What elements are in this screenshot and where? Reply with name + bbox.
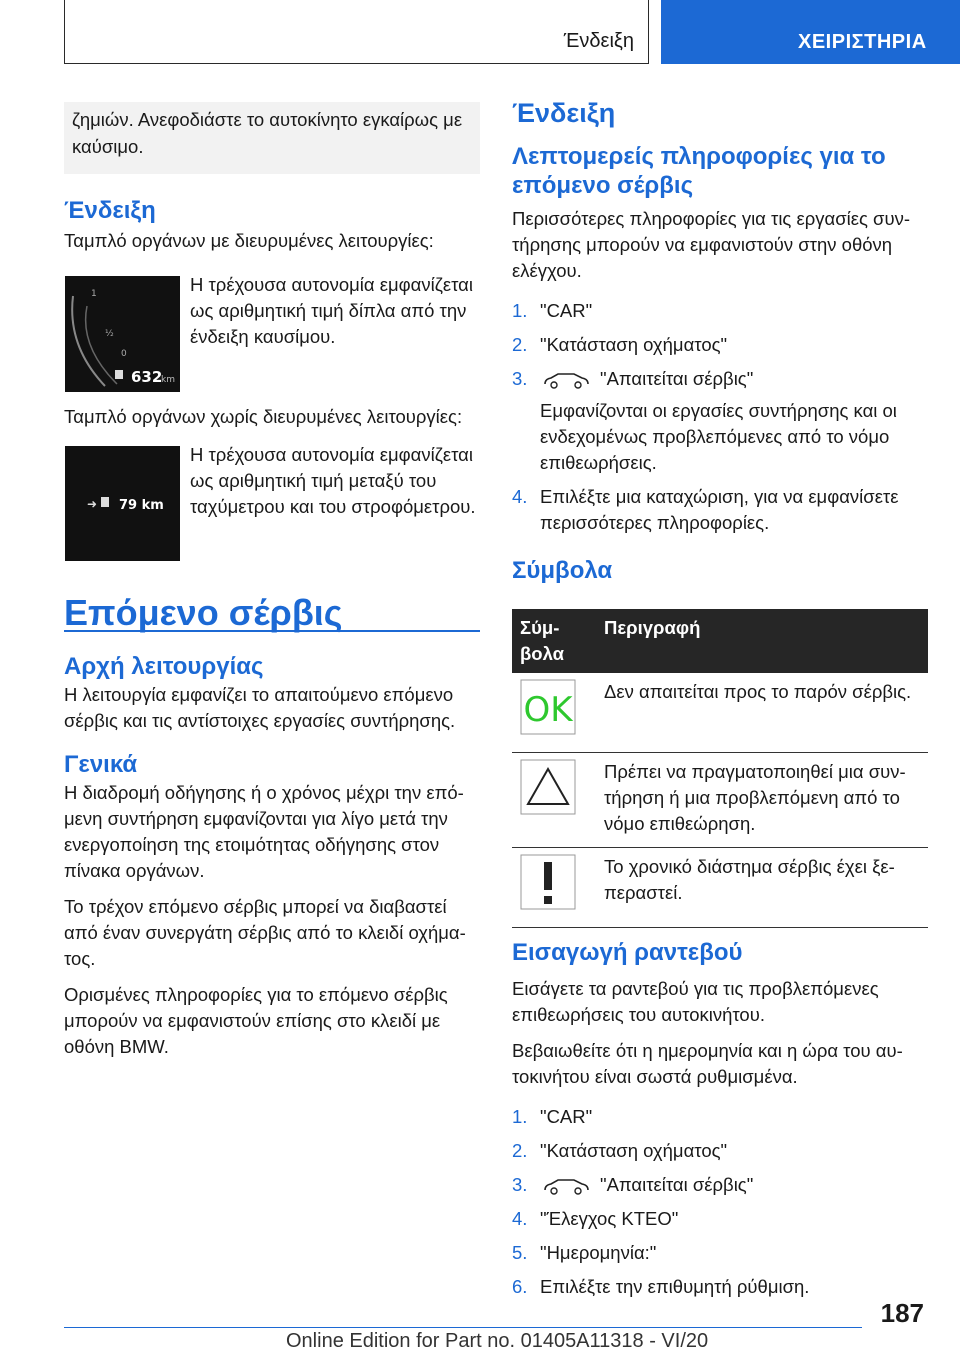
next-service-heading: Επόμενο σέρβις (64, 600, 480, 632)
gauge-label-half: ½ (105, 329, 114, 339)
list-item (512, 366, 928, 476)
list-item-number: 5. (512, 1242, 528, 1263)
footer-edition: Online Edition for Part no. 01405A11318 - VI/20 (286, 1330, 709, 1352)
warning-triangle-icon (520, 759, 576, 815)
gauge-label-0: 0 (121, 349, 127, 359)
details-text: Περισσότερες πληροφορίες για τις εργασίες συντήρησης μπορούν να εμφανιστούν στην οθόνη ελέγχου. (512, 208, 910, 281)
header-section-title: Ένδειξη (563, 30, 634, 52)
basic-label-block (64, 404, 484, 440)
exclamation-icon (520, 854, 576, 910)
list-item-text: "Έλεγχος ΚΤΕΟ" (540, 1208, 679, 1229)
appointment-heading: Εισαγωγή ραντεβού (512, 939, 743, 966)
car-icon (542, 371, 590, 389)
list-item (512, 1240, 928, 1266)
next-service-block (64, 592, 480, 1070)
list-item (512, 332, 928, 358)
list-item-number: 2. (512, 1140, 528, 1161)
list-item-number: 3. (512, 368, 528, 389)
general-p3: Ορισμένες πληροφορίες για το επόμενο σέρβις μπορούν να εμφανιστούν επίσης στο κλειδί με οθόνη BMW. (64, 984, 448, 1057)
list-item-number: 3. (512, 1174, 528, 1195)
list-item-number: 1. (512, 300, 528, 321)
general-p1: Η διαδρομή οδήγησης ή ο χρόνος μέχρι την επόμενη συντήρηση εμφανίζονται για λίγο μετά την ενεργοποίηση της ετοιμότητας οδήγησης στον πίνακα οργάνων. (64, 782, 464, 881)
extended-cluster-image (65, 276, 180, 392)
list-item-number: 6. (512, 1276, 528, 1297)
basic-cluster-image (65, 446, 180, 561)
header-chapter-title: ΧΕΙΡΙΣΤΗΡΙΑ (798, 31, 927, 53)
list-item-text: "Απαιτείται σέρβις" (600, 368, 754, 389)
basic-text: Η τρέχουσα αυτονομία εμφανίζεται ως αριθμητική τιμή μεταξύ του ταχύμετρου και του στροφόμετρου. (190, 444, 476, 517)
footer-divider (64, 1327, 862, 1328)
row-description: Πρέπει να πραγματοποιηθεί μια συντήρηση ή μια προβλεπόμενη από το νόμο επιθεώρηση. (596, 753, 928, 848)
extended-label: Ταμπλό οργάνων με διευρυμένες λειτουργίες: (64, 230, 434, 251)
list-item-number: 1. (512, 1106, 528, 1127)
basic-text-block (190, 442, 482, 530)
basic-label: Ταμπλό οργάνων χωρίς διευρυμένες λειτουργίες: (64, 406, 463, 427)
basic-range-value: 79 km (119, 498, 164, 513)
table-header-symbols: Σύμβολα (512, 609, 596, 673)
principle-heading: Αρχή λειτουργίας (64, 653, 264, 680)
range-graphic (65, 446, 180, 561)
list-item-text: Επιλέξτε την επιθυμητή ρύθμιση. (540, 1276, 810, 1297)
header-section-box (64, 0, 649, 64)
table-row (512, 848, 928, 928)
principle-text: Η λειτουργία εμφανίζει το απαιτούμενο επόμενο σέρβις και τις αντίστοιχες εργασίες συντήρησης. (64, 684, 456, 731)
extended-text-block (190, 272, 480, 360)
gauge-label-1: 1 (91, 289, 97, 299)
display-heading-right: Ένδειξη (512, 98, 616, 128)
ok-icon-text: OK (523, 690, 573, 730)
symbols-heading: Σύμβολα (512, 557, 613, 584)
list-item-text: "Κατάσταση οχήματος" (540, 1140, 728, 1161)
row-description: Δεν απαιτείται προς το παρόν σέρβις. (596, 673, 928, 753)
list-item-note: Εμφανίζονται οι εργασίες συντήρησης και οι ενδεχομένως προβλεπόμενες από το νόμο επιθεωρήσεις. (540, 400, 897, 473)
car-icon (542, 1177, 590, 1195)
header-chapter-box (661, 0, 960, 64)
list-item-text: "CAR" (540, 1106, 593, 1127)
table-row (512, 753, 928, 848)
list-item (512, 1138, 928, 1164)
steps-list-appointment (512, 1104, 928, 1300)
table-row (512, 673, 928, 753)
list-item (512, 1104, 928, 1130)
left-column (64, 198, 480, 264)
row-description: Το χρονικό διάστημα σέρβις έχει ξεπεραστεί. (596, 848, 928, 928)
list-item-text: "Ημερομηνία:" (540, 1242, 657, 1263)
list-item (512, 484, 928, 536)
list-item-text: "Απαιτείται σέρβις" (600, 1174, 754, 1195)
gauge-graphic (65, 276, 180, 392)
gauge-range-unit: km (161, 375, 175, 385)
intro-box (64, 102, 480, 174)
details-heading: Λεπτομερείς πληροφορίες για το επόμενο σέρβις (512, 143, 886, 199)
list-item-number: 4. (512, 486, 528, 507)
list-item (512, 1274, 928, 1300)
appointment-block (512, 940, 928, 1308)
appointment-p1: Εισάγετε τα ραντεβού για τις προβλεπόμενες επιθεωρήσεις του αυτοκινήτου. (512, 978, 879, 1025)
list-item (512, 1172, 928, 1198)
gauge-range-value: 632 (131, 368, 163, 386)
list-item-number: 4. (512, 1208, 528, 1229)
symbols-table (512, 609, 928, 928)
fuel-pump-icon (115, 370, 123, 379)
intro-text: ζημιών. Ανεφοδιάστε το αυτοκίνητο εγκαίρως με καύσιμο. (72, 109, 463, 157)
list-item-text: "Κατάσταση οχήματος" (540, 334, 728, 355)
display-heading-left: Ένδειξη (64, 197, 156, 224)
page-number: 187 (880, 1298, 924, 1328)
list-item (512, 1206, 928, 1232)
right-column-top (512, 100, 928, 584)
ok-icon (520, 679, 576, 735)
general-heading: Γενικά (64, 751, 138, 778)
steps-list-details (512, 298, 928, 536)
list-item-number: 2. (512, 334, 528, 355)
appointment-p2: Βεβαιωθείτε ότι η ημερομηνία και η ώρα του αυτοκινήτου είναι σωστά ρυθμισμένα. (512, 1040, 903, 1087)
general-p2: Το τρέχον επόμενο σέρβις μπορεί να διαβαστεί από έναν συνεργάτη σέρβις από το κλειδί οχήματος. (64, 896, 466, 969)
list-item-text: "CAR" (540, 300, 593, 321)
range-arrow-icon: ➜ (87, 497, 98, 511)
extended-text: Η τρέχουσα αυτονομία εμφανίζεται ως αριθμητική τιμή δίπλα από την ένδειξη καυσίμου. (190, 274, 473, 347)
list-item (512, 298, 928, 324)
list-item-text: Επιλέξτε μια καταχώριση, για να εμφανίσετε περισσότερες πληροφορίες. (540, 486, 899, 533)
fuel-pump-icon (101, 497, 109, 507)
table-header-description: Περιγραφή (596, 609, 928, 673)
